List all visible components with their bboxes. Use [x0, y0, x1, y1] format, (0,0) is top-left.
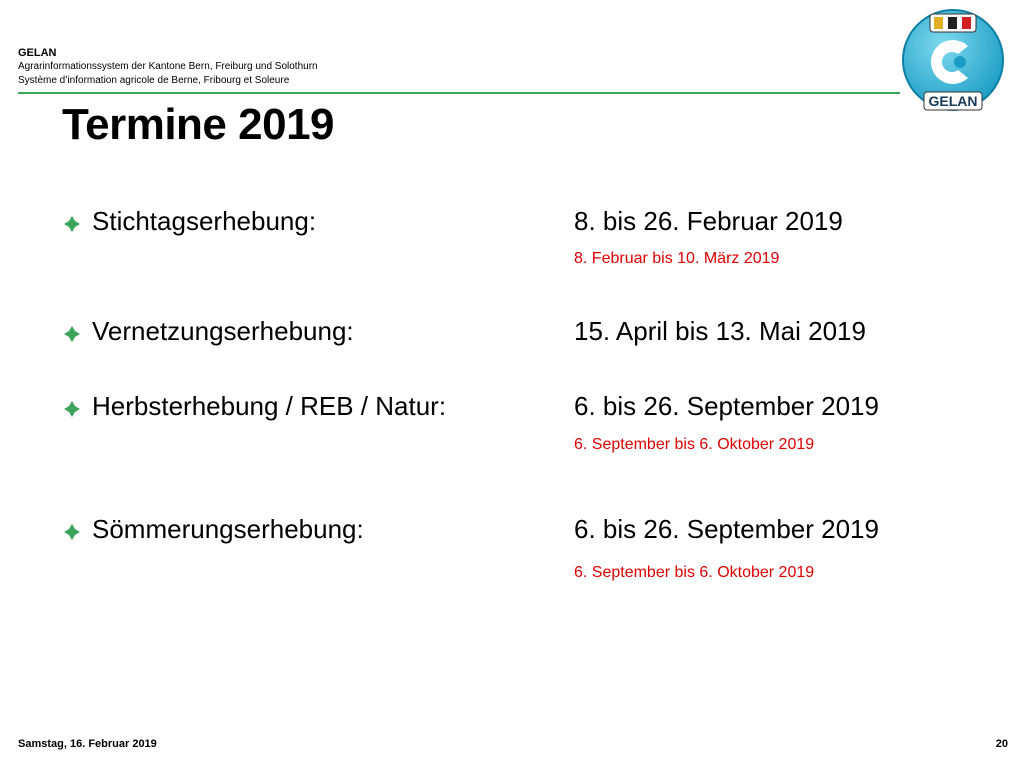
item-date: 8. bis 26. Februar 2019 [574, 206, 843, 236]
page-title: Termine 2019 [62, 100, 335, 149]
item-alt-date: 6. September bis 6. Oktober 2019 [574, 436, 815, 453]
diamond-bullet-icon [64, 401, 80, 417]
diamond-bullet-icon [64, 326, 80, 342]
org-name: GELAN [18, 47, 57, 59]
org-header [18, 46, 318, 88]
item-date: 15. April bis 13. Mai 2019 [574, 316, 866, 346]
org-description-fr: Système d’information agricole de Berne, Fribourg et Soleure [18, 75, 290, 86]
page-number: 20 [995, 738, 1008, 750]
diamond-bullet-icon [64, 216, 80, 232]
item-label: Herbsterhebung / REB / Natur: [92, 391, 447, 421]
gelan-logo [898, 8, 1008, 114]
item-label: Vernetzungserhebung: [92, 316, 354, 346]
item-alt-date: 8. Februar bis 10. März 2019 [574, 250, 780, 267]
header-divider [18, 92, 900, 94]
item-label: Sömmerungserhebung: [92, 514, 364, 544]
item-date: 6. bis 26. September 2019 [574, 514, 879, 544]
item-alt-date: 6. September bis 6. Oktober 2019 [574, 564, 815, 581]
diamond-bullet-icon [64, 524, 80, 540]
org-description-de: Agrarinformationssystem der Kantone Bern, Freiburg und Solothurn [18, 61, 318, 72]
item-label: Stichtagserhebung: [92, 206, 317, 236]
footer-date: Samstag, 16. Februar 2019 [18, 738, 157, 750]
svg-text:GELAN: GELAN [928, 93, 978, 109]
item-date: 6. bis 26. September 2019 [574, 391, 879, 421]
